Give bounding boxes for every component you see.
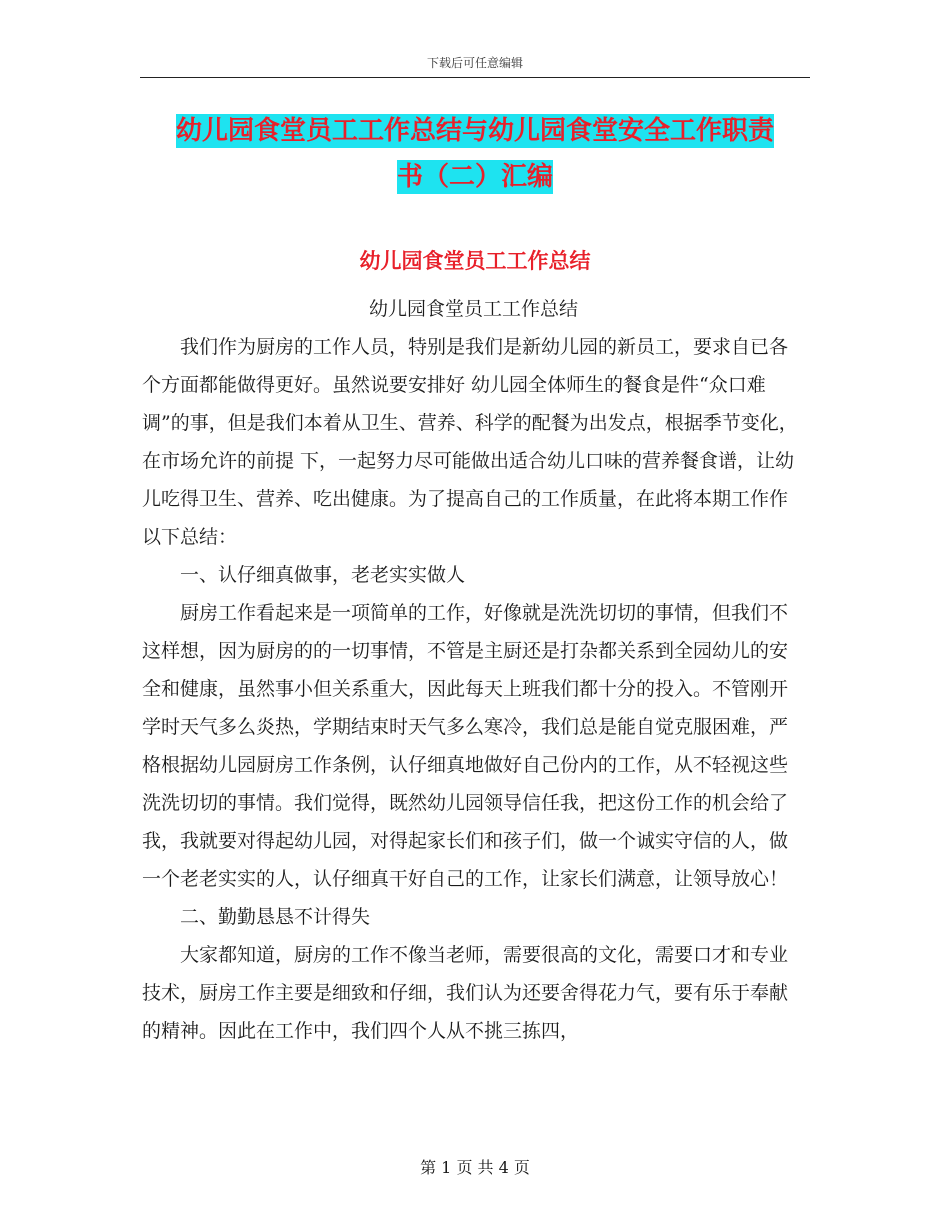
header-divider (140, 77, 810, 78)
article-subtitle: 幼儿园食堂员工工作总结 (368, 298, 578, 320)
document-body (142, 290, 805, 1050)
paragraph-body-1: 厨房工作看起来是一项简单的工作，好像就是洗洗切切的事情，但我们不这样想，因为厨房的的一切事情，不管是主厨还是打杂都关系到全园幼儿的安全和健康，虽然事小但关系重大，因此每天上班我们都十分的投入。不管刚开学时天气多么炎热，学期结束时天气多么寒冷，我们总是能自觉克服困难，严格根据幼儿园厨房工作条例，认仔细真地做好自己份内的工作，从不轻视这些洗洗切切的事情。我们觉得，既然幼儿园领导信任我，把这份工作的机会给了我，我就要对得起幼儿园，对得起家长们和孩子们，做一个诚实守信的人，做一个老老实实的人，认仔细真干好自己的工作，让家长们满意，让领导放心！ (142, 602, 789, 890)
page-footer: 第 1 页 共 4 页 (420, 1158, 530, 1177)
paragraph-body-2: 大家都知道，厨房的工作不像当老师，需要很高的文化，需要口才和专业技术，厨房工作主要是细致和仔细，我们认为还要舍得花力气，要有乐于奉献的精神。因此在工作中，我们四个人从不挑三拣四， (142, 944, 789, 1042)
section-heading: 幼儿园食堂员工工作总结 (359, 249, 591, 273)
paragraph-heading-2: 二、勤勤恳恳不计得失 (180, 906, 371, 928)
header-note: 下载后可任意编辑 (426, 56, 523, 70)
paragraph-intro: 我们作为厨房的工作人员，特别是我们是新幼儿园的新员工，要求自已各个方面都能做得更好。虽然说要安排好 幼儿园全体师生的餐食是件“众口难调”的事，但是我们本着从卫生、营养、科学的配餐为出发点，根据季节变化，在市场允许的前提 下，一起努力尽可能做出适合幼儿口味的营养餐食谱，让幼儿吃得卫生、营养、吃出健康。为了提高自己的工作质量，在此将本期工作作以下总结： (142, 336, 798, 548)
paragraph-heading-1: 一、认仔细真做事，老老实实做人 (180, 564, 466, 586)
title-line-2: 书（二）汇编 (396, 162, 553, 192)
title-line-1: 幼儿园食堂员工工作总结与幼儿园食堂安全工作职责 (175, 116, 774, 146)
document-title (140, 108, 810, 200)
